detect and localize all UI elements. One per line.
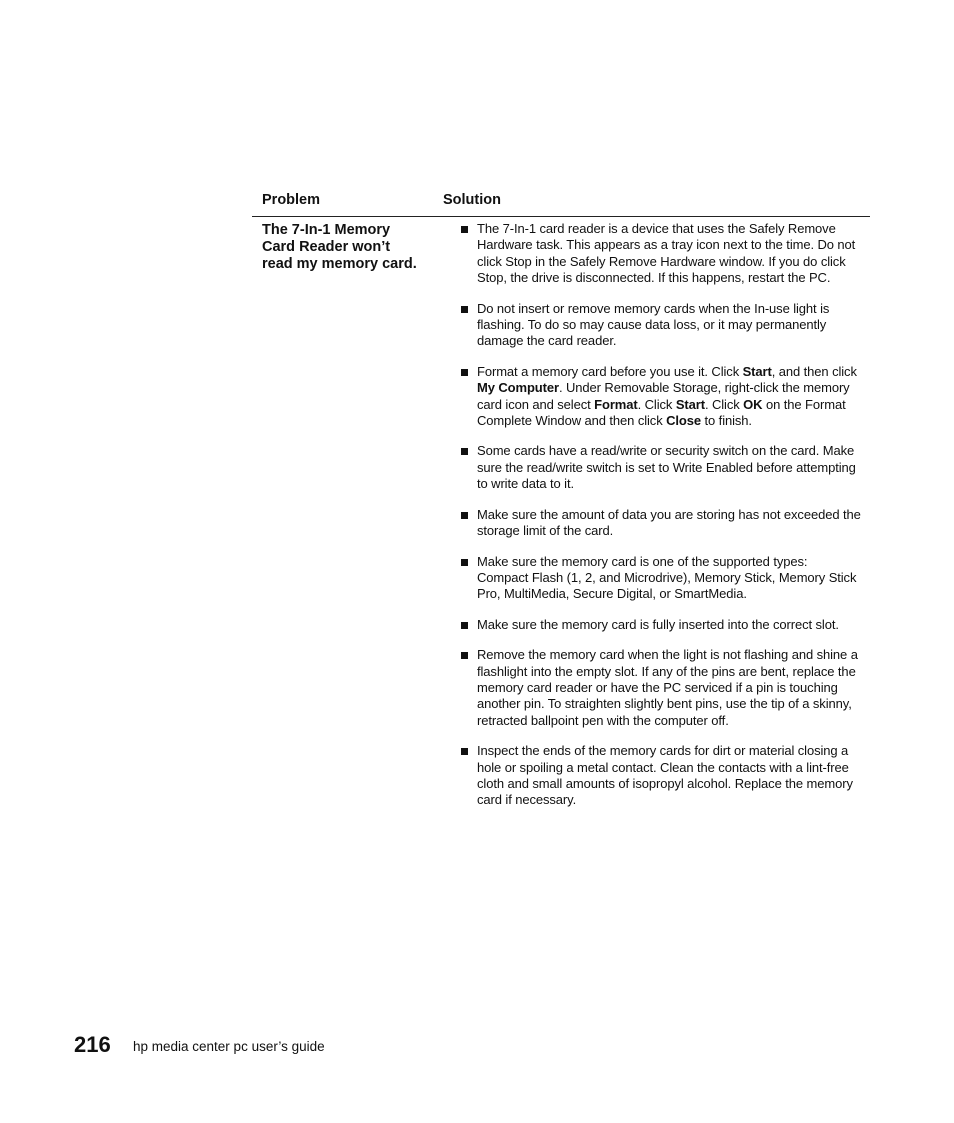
solution-item [460,743,862,809]
square-bullet-icon [461,652,468,659]
solution-bold-term: OK [743,396,763,412]
square-bullet-icon [461,512,468,519]
solution-text: . Click [637,396,676,412]
solution-text: . Under Removable Storage, right-click the memory card icon and select [477,380,850,412]
solution-text: Make sure the memory card is fully inserted into the correct slot. [477,616,839,632]
solution-list [460,221,862,823]
problem-cell: The 7-In-1 Memory Card Reader won’t read my memory card. [262,222,417,272]
solution-text: . Click [704,396,744,412]
solution-text: Make sure the memory card is one of the supported types: Compact Flash (1, 2, and Microdrive), Memory Stick, Memory Stick Pro, MultiMedia, Secure Digital, or SmartMedia. [477,553,857,602]
table-header-row [252,190,870,217]
solution-text: Some cards have a read/write or security switch on the card. Make sure the read/write switch is set to Write Enabled before attempting to write data to it. [477,443,856,492]
solution-item [460,507,862,540]
solution-item [460,301,862,350]
solution-bold-term: Start [675,396,705,412]
solution-item [460,647,862,729]
solution-text: Format a memory card before you use it. Click [477,363,743,379]
square-bullet-icon [461,748,468,755]
page-number: 216 [74,1032,111,1057]
solution-text: to finish. [701,413,752,429]
column-header-problem: Problem [262,192,321,208]
solution-bold-term: Format [594,396,638,412]
solution-bold-term: Close [666,413,702,429]
solution-text: Do not insert or remove memory cards when the In-use light is flashing. To do so may cause data loss, or it may permanently damage the card reader. [477,300,830,349]
solution-bold-term: My Computer [477,380,559,396]
square-bullet-icon [461,559,468,566]
solution-item [460,221,862,287]
solution-text: Remove the memory card when the light is not flashing and shine a flashlight into the empty slot. If any of the pins are bent, replace the memory card reader or have the PC serviced if a pin is touching another pin. To straighten slightly bent pins, use the tip of a skinny, retracted ballpoint pen with the computer off. [477,647,858,728]
solution-text: Inspect the ends of the memory cards for dirt or material closing a hole or spoiling a metal contact. Clean the contacts with a lint-free cloth and small amounts of isopropyl alcohol. Replace the memory card if necessary. [477,743,853,808]
solution-item [460,364,862,430]
solution-text: , and then click [771,363,857,379]
guide-title: hp media center pc user’s guide [133,1039,325,1054]
square-bullet-icon [461,622,468,629]
square-bullet-icon [461,226,468,233]
solution-bold-term: Start [742,363,772,379]
solution-item [460,554,862,603]
square-bullet-icon [461,369,468,376]
solution-text: on the Format Complete Window and then click [477,396,846,429]
solution-item [460,443,862,492]
column-header-solution: Solution [443,192,501,208]
square-bullet-icon [461,306,468,313]
square-bullet-icon [461,448,468,455]
solution-text: The 7-In-1 card reader is a device that uses the Safely Remove Hardware task. This appears as a tray icon next to the time. Do not click Stop in the Safely Remove Hardware window. If you do click Stop, the drive is disconnected. If this happens, restart the PC. [477,221,856,286]
solution-item [460,617,862,633]
solution-text: Make sure the amount of data you are storing has not exceeded the storage limit of the card. [477,506,861,539]
